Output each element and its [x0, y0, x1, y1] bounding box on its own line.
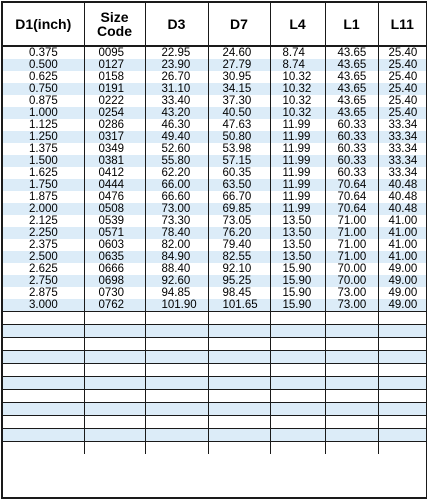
blank-cell: [208, 429, 270, 442]
header-size-code-label: Size Code: [97, 9, 132, 39]
cell-size-code: 0095: [84, 46, 145, 59]
spec-table: [3, 3, 426, 454]
blank-cell: [84, 325, 145, 338]
cell-l11: 33.34: [378, 131, 426, 143]
blank-cell: [270, 351, 325, 364]
blank-cell: [208, 312, 270, 325]
cell-d3: 78.40: [145, 227, 208, 239]
table-row: [3, 287, 426, 299]
cell-d3: 22.95: [145, 46, 208, 59]
cell-l1: 43.65: [325, 46, 378, 59]
blank-cell: [270, 364, 325, 377]
table-row: [3, 131, 426, 143]
cell-l4: 10.32: [270, 71, 325, 83]
table-row: [3, 46, 426, 59]
cell-d7: 95.25: [208, 275, 270, 287]
blank-cell: [145, 403, 208, 416]
cell-l4: 11.99: [270, 191, 325, 203]
table-row: [3, 155, 426, 167]
blank-cell: [145, 390, 208, 403]
table-body: [3, 46, 426, 454]
blank-cell: [325, 338, 378, 351]
blank-cell: [378, 377, 426, 390]
cell-d1-inch: 0.625: [3, 71, 84, 83]
cell-l1: 43.65: [325, 83, 378, 95]
blank-cell: [145, 416, 208, 429]
table-row: [3, 83, 426, 95]
cell-d3: 101.90: [145, 299, 208, 312]
cell-d7: 76.20: [208, 227, 270, 239]
blank-row: [3, 442, 426, 455]
cell-size-code: 0539: [84, 215, 145, 227]
cell-l11: 25.40: [378, 46, 426, 59]
cell-d1-inch: 0.500: [3, 59, 84, 71]
cell-l1: 60.33: [325, 167, 378, 179]
table-row: [3, 95, 426, 107]
cell-size-code: 0222: [84, 95, 145, 107]
blank-cell: [84, 442, 145, 455]
cell-d1-inch: 1.500: [3, 155, 84, 167]
cell-size-code: 0635: [84, 251, 145, 263]
cell-d7: 57.15: [208, 155, 270, 167]
table-row: [3, 215, 426, 227]
table-row: [3, 71, 426, 83]
cell-d1-inch: 2.750: [3, 275, 84, 287]
cell-l1: 71.00: [325, 251, 378, 263]
header-l1: L1: [325, 3, 378, 46]
cell-l4: 11.99: [270, 167, 325, 179]
cell-d3: 26.70: [145, 71, 208, 83]
cell-l11: 41.00: [378, 251, 426, 263]
cell-l4: 10.32: [270, 95, 325, 107]
cell-l11: 40.48: [378, 179, 426, 191]
spec-table-container: [1, 1, 427, 499]
blank-cell: [378, 416, 426, 429]
blank-cell: [270, 442, 325, 455]
table-row: [3, 299, 426, 312]
cell-l11: 41.00: [378, 215, 426, 227]
cell-size-code: 0698: [84, 275, 145, 287]
cell-size-code: 0571: [84, 227, 145, 239]
cell-l4: 11.99: [270, 203, 325, 215]
blank-cell: [145, 325, 208, 338]
cell-size-code: 0317: [84, 131, 145, 143]
cell-d3: 62.20: [145, 167, 208, 179]
table-row: [3, 239, 426, 251]
cell-d1-inch: 2.000: [3, 203, 84, 215]
cell-l1: 73.00: [325, 299, 378, 312]
blank-cell: [378, 312, 426, 325]
blank-cell: [208, 377, 270, 390]
cell-d1-inch: 1.125: [3, 119, 84, 131]
cell-size-code: 0381: [84, 155, 145, 167]
cell-d7: 69.85: [208, 203, 270, 215]
blank-cell: [325, 325, 378, 338]
cell-l11: 41.00: [378, 227, 426, 239]
blank-cell: [325, 351, 378, 364]
cell-l11: 49.00: [378, 275, 426, 287]
blank-cell: [3, 416, 84, 429]
blank-cell: [3, 338, 84, 351]
blank-cell: [208, 351, 270, 364]
cell-size-code: 0412: [84, 167, 145, 179]
blank-cell: [84, 403, 145, 416]
cell-d7: 24.60: [208, 46, 270, 59]
cell-size-code: 0254: [84, 107, 145, 119]
cell-l4: 8.74: [270, 59, 325, 71]
table-row: [3, 275, 426, 287]
cell-d3: 33.40: [145, 95, 208, 107]
cell-l1: 70.64: [325, 191, 378, 203]
cell-size-code: 0286: [84, 119, 145, 131]
cell-size-code: 0508: [84, 203, 145, 215]
cell-l4: 10.32: [270, 83, 325, 95]
cell-d3: 55.80: [145, 155, 208, 167]
cell-l4: 13.50: [270, 251, 325, 263]
blank-cell: [145, 377, 208, 390]
header-d7: D7: [208, 3, 270, 46]
cell-d1-inch: 1.750: [3, 179, 84, 191]
cell-d1-inch: 3.000: [3, 299, 84, 312]
cell-l11: 25.40: [378, 107, 426, 119]
cell-l4: 15.90: [270, 287, 325, 299]
cell-l1: 60.33: [325, 131, 378, 143]
cell-d1-inch: 0.875: [3, 95, 84, 107]
cell-size-code: 0762: [84, 299, 145, 312]
cell-d3: 23.90: [145, 59, 208, 71]
cell-d7: 63.50: [208, 179, 270, 191]
cell-d1-inch: 2.375: [3, 239, 84, 251]
cell-l1: 60.33: [325, 119, 378, 131]
cell-l1: 43.65: [325, 107, 378, 119]
cell-l11: 49.00: [378, 287, 426, 299]
cell-l1: 60.33: [325, 155, 378, 167]
cell-l4: 11.99: [270, 143, 325, 155]
blank-cell: [325, 390, 378, 403]
blank-row: [3, 338, 426, 351]
blank-cell: [208, 325, 270, 338]
table-header: [3, 3, 426, 46]
blank-cell: [145, 338, 208, 351]
cell-d1-inch: 2.625: [3, 263, 84, 275]
cell-l11: 40.48: [378, 203, 426, 215]
blank-cell: [325, 429, 378, 442]
cell-l4: 11.99: [270, 179, 325, 191]
blank-cell: [270, 416, 325, 429]
blank-cell: [378, 403, 426, 416]
cell-d1-inch: 2.250: [3, 227, 84, 239]
blank-cell: [84, 351, 145, 364]
blank-cell: [145, 442, 208, 455]
blank-cell: [270, 429, 325, 442]
cell-d1-inch: 1.000: [3, 107, 84, 119]
blank-cell: [84, 416, 145, 429]
cell-l11: 41.00: [378, 239, 426, 251]
cell-l4: 15.90: [270, 299, 325, 312]
cell-d7: 92.10: [208, 263, 270, 275]
cell-size-code: 0603: [84, 239, 145, 251]
blank-cell: [270, 403, 325, 416]
header-size-code: [84, 3, 145, 46]
blank-cell: [3, 403, 84, 416]
blank-cell: [84, 429, 145, 442]
cell-size-code: 0349: [84, 143, 145, 155]
cell-size-code: 0476: [84, 191, 145, 203]
cell-d3: 52.60: [145, 143, 208, 155]
header-d3: D3: [145, 3, 208, 46]
cell-l1: 70.64: [325, 179, 378, 191]
blank-cell: [208, 403, 270, 416]
blank-cell: [3, 429, 84, 442]
cell-l4: 10.32: [270, 107, 325, 119]
cell-d7: 60.35: [208, 167, 270, 179]
table-row: [3, 251, 426, 263]
cell-l11: 25.40: [378, 83, 426, 95]
cell-d3: 31.10: [145, 83, 208, 95]
blank-cell: [145, 429, 208, 442]
cell-l11: 33.34: [378, 143, 426, 155]
cell-d3: 92.60: [145, 275, 208, 287]
blank-cell: [378, 338, 426, 351]
table-row: [3, 227, 426, 239]
cell-l1: 43.65: [325, 95, 378, 107]
cell-d3: 82.00: [145, 239, 208, 251]
blank-cell: [378, 442, 426, 455]
blank-cell: [270, 312, 325, 325]
blank-cell: [84, 338, 145, 351]
cell-l4: 11.99: [270, 119, 325, 131]
cell-l1: 71.00: [325, 239, 378, 251]
blank-cell: [325, 377, 378, 390]
cell-l4: 13.50: [270, 215, 325, 227]
blank-cell: [208, 338, 270, 351]
blank-cell: [325, 364, 378, 377]
blank-row: [3, 351, 426, 364]
table-row: [3, 179, 426, 191]
cell-l1: 71.00: [325, 215, 378, 227]
blank-row: [3, 377, 426, 390]
blank-cell: [3, 442, 84, 455]
blank-cell: [145, 351, 208, 364]
cell-d3: 66.00: [145, 179, 208, 191]
cell-size-code: 0191: [84, 83, 145, 95]
blank-cell: [3, 325, 84, 338]
cell-d7: 98.45: [208, 287, 270, 299]
blank-cell: [325, 312, 378, 325]
blank-cell: [84, 390, 145, 403]
cell-d3: 49.40: [145, 131, 208, 143]
blank-cell: [270, 377, 325, 390]
table-row: [3, 59, 426, 71]
blank-cell: [378, 325, 426, 338]
table-row: [3, 143, 426, 155]
cell-l4: 15.90: [270, 263, 325, 275]
cell-l1: 70.00: [325, 263, 378, 275]
cell-l11: 25.40: [378, 71, 426, 83]
cell-l11: 40.48: [378, 191, 426, 203]
cell-d1-inch: 0.750: [3, 83, 84, 95]
cell-d1-inch: 1.625: [3, 167, 84, 179]
cell-d3: 94.85: [145, 287, 208, 299]
cell-size-code: 0444: [84, 179, 145, 191]
cell-d3: 84.90: [145, 251, 208, 263]
blank-cell: [378, 390, 426, 403]
blank-cell: [270, 338, 325, 351]
cell-d1-inch: 1.250: [3, 131, 84, 143]
cell-d1-inch: 2.500: [3, 251, 84, 263]
cell-l4: 13.50: [270, 227, 325, 239]
cell-d3: 73.00: [145, 203, 208, 215]
cell-l1: 71.00: [325, 227, 378, 239]
cell-l4: 13.50: [270, 239, 325, 251]
blank-cell: [378, 364, 426, 377]
cell-l4: 8.74: [270, 46, 325, 59]
cell-l1: 73.00: [325, 287, 378, 299]
cell-d7: 101.65: [208, 299, 270, 312]
blank-cell: [145, 364, 208, 377]
header-row: [3, 3, 426, 46]
blank-cell: [270, 325, 325, 338]
blank-cell: [3, 312, 84, 325]
cell-d7: 79.40: [208, 239, 270, 251]
blank-row: [3, 403, 426, 416]
cell-d7: 34.15: [208, 83, 270, 95]
blank-cell: [325, 442, 378, 455]
cell-l4: 15.90: [270, 275, 325, 287]
cell-d7: 73.05: [208, 215, 270, 227]
cell-d1-inch: 2.125: [3, 215, 84, 227]
cell-l11: 49.00: [378, 299, 426, 312]
cell-size-code: 0127: [84, 59, 145, 71]
cell-d7: 40.50: [208, 107, 270, 119]
cell-d3: 43.20: [145, 107, 208, 119]
blank-cell: [84, 364, 145, 377]
cell-l11: 49.00: [378, 263, 426, 275]
cell-d1-inch: 2.875: [3, 287, 84, 299]
cell-d7: 50.80: [208, 131, 270, 143]
blank-cell: [145, 312, 208, 325]
cell-l11: 33.34: [378, 167, 426, 179]
cell-d1-inch: 0.375: [3, 46, 84, 59]
cell-size-code: 0158: [84, 71, 145, 83]
table-row: [3, 119, 426, 131]
blank-cell: [84, 312, 145, 325]
blank-row: [3, 416, 426, 429]
cell-d3: 46.30: [145, 119, 208, 131]
blank-cell: [208, 442, 270, 455]
blank-cell: [378, 351, 426, 364]
cell-d7: 30.95: [208, 71, 270, 83]
table-row: [3, 167, 426, 179]
blank-cell: [208, 390, 270, 403]
header-l11: L11: [378, 3, 426, 46]
table-row: [3, 191, 426, 203]
blank-row: [3, 364, 426, 377]
blank-cell: [325, 403, 378, 416]
blank-cell: [208, 416, 270, 429]
cell-d1-inch: 1.875: [3, 191, 84, 203]
cell-l4: 11.99: [270, 155, 325, 167]
cell-d7: 37.30: [208, 95, 270, 107]
blank-row: [3, 325, 426, 338]
cell-d7: 66.70: [208, 191, 270, 203]
table-row: [3, 107, 426, 119]
cell-l1: 60.33: [325, 143, 378, 155]
blank-cell: [84, 377, 145, 390]
blank-cell: [3, 364, 84, 377]
cell-l1: 70.64: [325, 203, 378, 215]
cell-l1: 43.65: [325, 59, 378, 71]
cell-l11: 25.40: [378, 95, 426, 107]
cell-d3: 66.60: [145, 191, 208, 203]
cell-d3: 73.30: [145, 215, 208, 227]
blank-cell: [3, 351, 84, 364]
blank-row: [3, 390, 426, 403]
blank-cell: [270, 390, 325, 403]
cell-l1: 43.65: [325, 71, 378, 83]
cell-l11: 25.40: [378, 59, 426, 71]
blank-cell: [325, 416, 378, 429]
blank-cell: [3, 390, 84, 403]
header-l4: L4: [270, 3, 325, 46]
table-row: [3, 263, 426, 275]
header-d1-inch: D1(inch): [3, 3, 84, 46]
blank-cell: [3, 377, 84, 390]
cell-d7: 53.98: [208, 143, 270, 155]
blank-cell: [378, 429, 426, 442]
blank-row: [3, 312, 426, 325]
blank-row: [3, 429, 426, 442]
cell-l11: 33.34: [378, 119, 426, 131]
cell-d7: 27.79: [208, 59, 270, 71]
cell-d7: 82.55: [208, 251, 270, 263]
cell-size-code: 0666: [84, 263, 145, 275]
blank-cell: [208, 364, 270, 377]
cell-l1: 70.00: [325, 275, 378, 287]
cell-l4: 11.99: [270, 131, 325, 143]
cell-l11: 33.34: [378, 155, 426, 167]
cell-d7: 47.63: [208, 119, 270, 131]
table-row: [3, 203, 426, 215]
cell-d3: 88.40: [145, 263, 208, 275]
cell-d1-inch: 1.375: [3, 143, 84, 155]
cell-size-code: 0730: [84, 287, 145, 299]
